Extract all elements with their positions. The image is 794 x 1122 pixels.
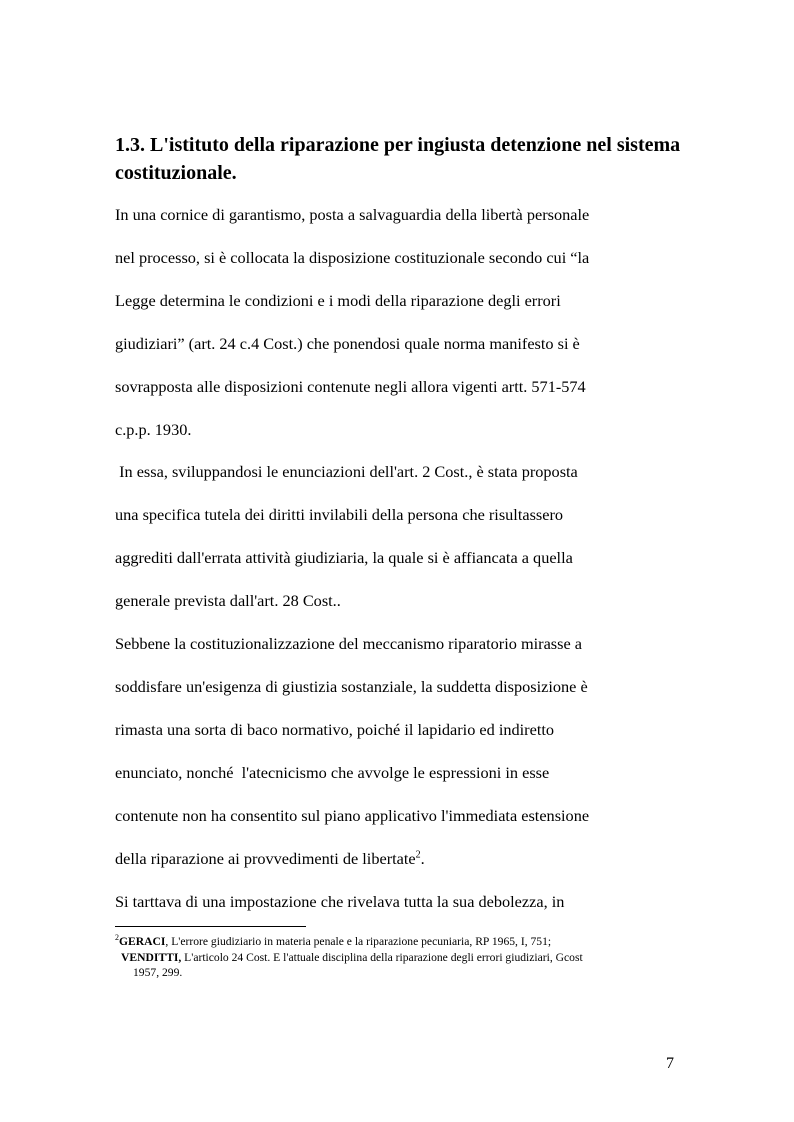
footnote-text: , L'errore giudiziario in materia penale e la riparazione pecuniaria, RP 1965, I, 751;	[165, 935, 552, 948]
body-line: c.p.p. 1930.	[115, 420, 192, 439]
footnote-separator	[115, 926, 306, 927]
body-line: In una cornice di garantismo, posta a salvaguardia della libertà personale	[115, 205, 590, 224]
body-line: contenute non ha consentito sul piano applicativo l'immediata estensione	[115, 806, 590, 825]
footnote-line	[115, 935, 551, 949]
body-line: enunciato, nonché l'atecnicismo che avvolge le espressioni in esse	[115, 763, 550, 782]
footnote-author: GERACI	[119, 935, 166, 948]
body-line: In essa, sviluppandosi le enunciazioni dell'art. 2 Cost., è stata proposta	[115, 462, 578, 481]
body-line-text: della riparazione ai provvedimenti de libertate	[115, 849, 416, 868]
body-line	[115, 849, 425, 869]
body-line: una specifica tutela dei diritti invilabili della persona che risultassero	[115, 505, 564, 524]
body-line: Legge determina le condizioni e i modi della riparazione degli errori	[115, 291, 561, 310]
footnote-line	[121, 951, 583, 965]
body-line: giudiziari” (art. 24 c.4 Cost.) che ponendosi quale norma manifesto si è	[115, 334, 580, 353]
footnote-line: 1957, 299.	[133, 966, 183, 979]
body-line: soddisfare un'esigenza di giustizia sostanziale, la suddetta disposizione è	[115, 677, 588, 696]
body-line-punctuation: .	[420, 849, 425, 868]
body-line: Si tarttava di una impostazione che rivelava tutta la sua debolezza, in	[115, 892, 565, 911]
footnote-author: VENDITTI,	[121, 951, 182, 964]
body-line: generale prevista dall'art. 28 Cost..	[115, 591, 341, 610]
page-number: 7	[666, 1055, 674, 1072]
body-line: Sebbene la costituzionalizzazione del meccanismo riparatorio mirasse a	[115, 634, 582, 653]
footnote-reference[interactable]: 2	[415, 849, 421, 861]
section-heading: 1.3. L'istituto della riparazione per ingiusta detenzione nel sistema costituzionale.	[115, 134, 681, 184]
body-line: sovrapposta alle disposizioni contenute negli allora vigenti artt. 571-574	[115, 377, 586, 396]
body-line: nel processo, si è collocata la disposizione costituzionale secondo cui “la	[115, 248, 590, 267]
body-line: aggrediti dall'errata attività giudiziaria, la quale si è affiancata a quella	[115, 548, 573, 567]
footnote-number: 2	[115, 933, 119, 943]
body-line: rimasta una sorta di baco normativo, poiché il lapidario ed indiretto	[115, 720, 555, 739]
footnote-text: L'articolo 24 Cost. E l'attuale disciplina della riparazione degli errori giudiziari, Gcost	[181, 951, 583, 964]
